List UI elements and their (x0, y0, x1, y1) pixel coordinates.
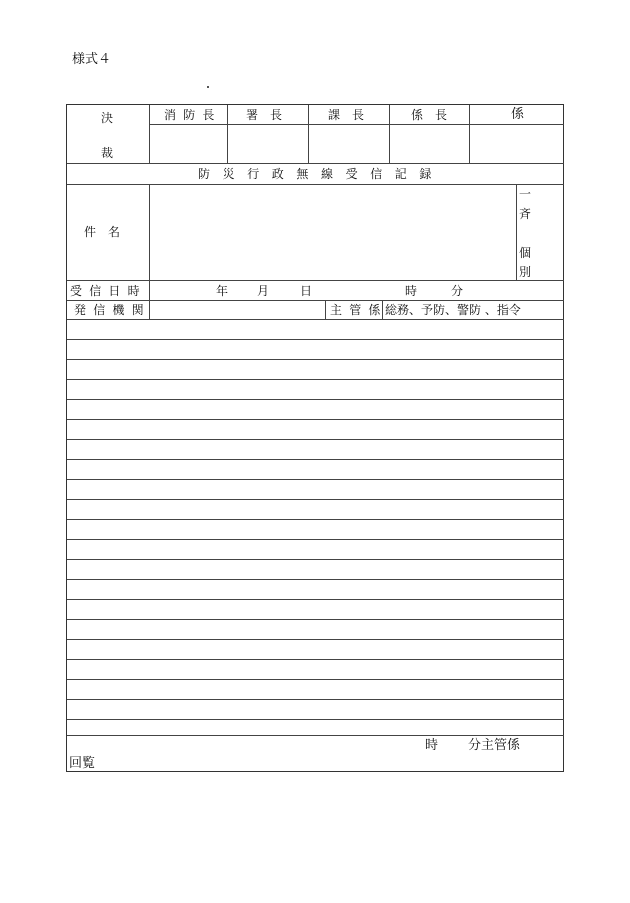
sender-divider (325, 300, 326, 319)
responsible-label: 主管係 (330, 303, 388, 317)
row-line (67, 280, 564, 281)
approval-divider (469, 105, 470, 163)
ruled-line (67, 735, 564, 736)
approval-col-staff: 係 (511, 107, 525, 122)
mode-char-4: 別 (519, 265, 532, 279)
subject-field[interactable] (149, 185, 516, 280)
mode-divider (516, 184, 517, 280)
unit-year: 年 (216, 284, 229, 298)
footer-hour: 時 (425, 738, 439, 753)
unit-day: 日 (300, 284, 313, 298)
message-body-area[interactable] (67, 320, 564, 735)
form-title: 防災行政無線受信記録 (198, 167, 445, 181)
record-form (66, 104, 564, 772)
unit-month: 月 (257, 284, 270, 298)
mode-char-1: 一 (519, 187, 532, 201)
approval-header-line (149, 124, 564, 125)
approval-divider (227, 105, 228, 163)
approval-col-station-chief: 署長 (246, 108, 295, 122)
subject-label: 件名 (84, 225, 133, 239)
footer-minute: 分 (468, 738, 482, 753)
approval-label-bottom: 裁 (101, 146, 114, 160)
footer-responsible: 主管係 (481, 738, 521, 753)
approval-divider (149, 105, 150, 163)
row-line (67, 163, 564, 164)
approval-divider (308, 105, 309, 163)
form-number: 様式４ (72, 52, 112, 67)
sender-field[interactable] (150, 301, 325, 319)
approval-col-section-chief: 課長 (328, 108, 377, 122)
mode-char-2: 斉 (519, 207, 532, 221)
received-datetime-label: 受信日時 (70, 284, 147, 298)
approval-col-unit-chief: 係長 (411, 108, 460, 122)
approval-divider (389, 105, 390, 163)
mode-char-3: 個 (519, 246, 532, 260)
approval-col-fire-chief: 消防長 (164, 108, 222, 122)
responsible-value: 総務、予防、警防 、指令 (385, 303, 521, 317)
stray-dot (207, 86, 209, 88)
unit-hour: 時 (405, 284, 418, 298)
unit-minute: 分 (451, 284, 464, 298)
approval-label-top: 決 (101, 111, 114, 125)
sender-label: 発信機関 (74, 303, 151, 317)
circulation-label: 回覧 (69, 756, 96, 771)
